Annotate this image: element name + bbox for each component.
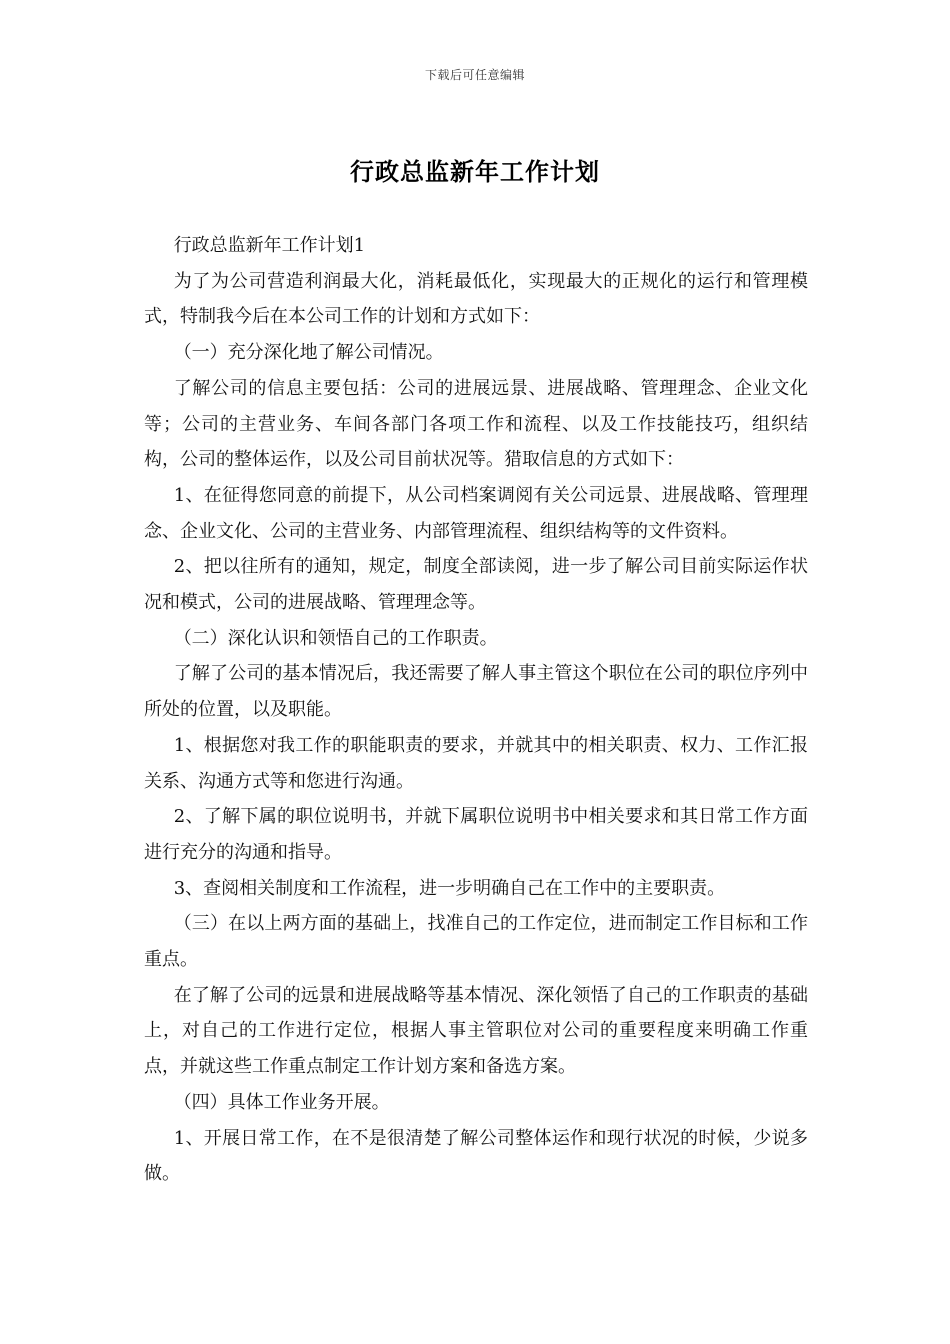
paragraph: 1、根据您对我工作的职能职责的要求，并就其中的相关职责、权力、工作汇报关系、沟通方式等和您进行沟通。: [144, 734, 808, 792]
paragraph: 2、把以往所有的通知，规定，制度全部读阅，进一步了解公司目前实际运作状况和模式，公司的进展战略、管理理念等。: [144, 556, 808, 614]
paragraph: 3、查阅相关制度和工作流程，进一步明确自己在工作中的主要职责。: [173, 877, 726, 899]
paragraph: （四）具体工作业务开展。: [173, 1091, 390, 1113]
paragraph: （二）深化认识和领悟自己的工作职责。: [173, 627, 498, 649]
paragraph: 行政总监新年工作计划1: [173, 235, 366, 256]
paragraph: 2、了解下属的职位说明书，并就下属职位说明书中相关要求和其日常工作方面进行充分的沟通和指导。: [144, 806, 808, 863]
document-title: 行政总监新年工作计划: [350, 157, 600, 186]
paragraph: （一）充分深化地了解公司情况。: [173, 342, 444, 364]
page-header-note: 下载后可任意编辑: [424, 68, 525, 82]
paragraph: 1、在征得您同意的前提下，从公司档案调阅有关公司远景、进展战略、管理理念、企业文化、公司的主营业务、内部管理流程、组织结构等的文件资料。: [144, 484, 808, 542]
paragraph: 在了解了公司的远景和进展战略等基本情况、深化领悟了自己的工作职责的基础上，对自己的工作进行定位，根据人事主管职位对公司的重要程度来明确工作重点，并就这些工作重点制定工作计划方案和备选方案。: [144, 984, 808, 1078]
paragraph: （三）在以上两方面的基础上，找准自己的工作定位，进而制定工作目标和工作重点。: [144, 913, 808, 971]
document-body: [144, 228, 808, 1192]
paragraph: 为了为公司营造利润最大化，消耗最低化，实现最大的正规化的运行和管理模式，特制我今后在本公司工作的计划和方式如下：: [144, 270, 808, 328]
paragraph: 1、开展日常工作，在不是很清楚了解公司整体运作和现行状况的时候，少说多做。: [144, 1127, 808, 1185]
paragraph: 了解公司的信息主要包括：公司的进展远景、进展战略、管理理念、企业文化等；公司的主营业务、车间各部门各项工作和流程、以及工作技能技巧，组织结构，公司的整体运作，以及公司目前状况等。猎取信息的方式如下：: [144, 377, 808, 471]
paragraph: 了解了公司的基本情况后，我还需要了解人事主管这个职位在公司的职位序列中所处的位置，以及职能。: [144, 663, 808, 721]
